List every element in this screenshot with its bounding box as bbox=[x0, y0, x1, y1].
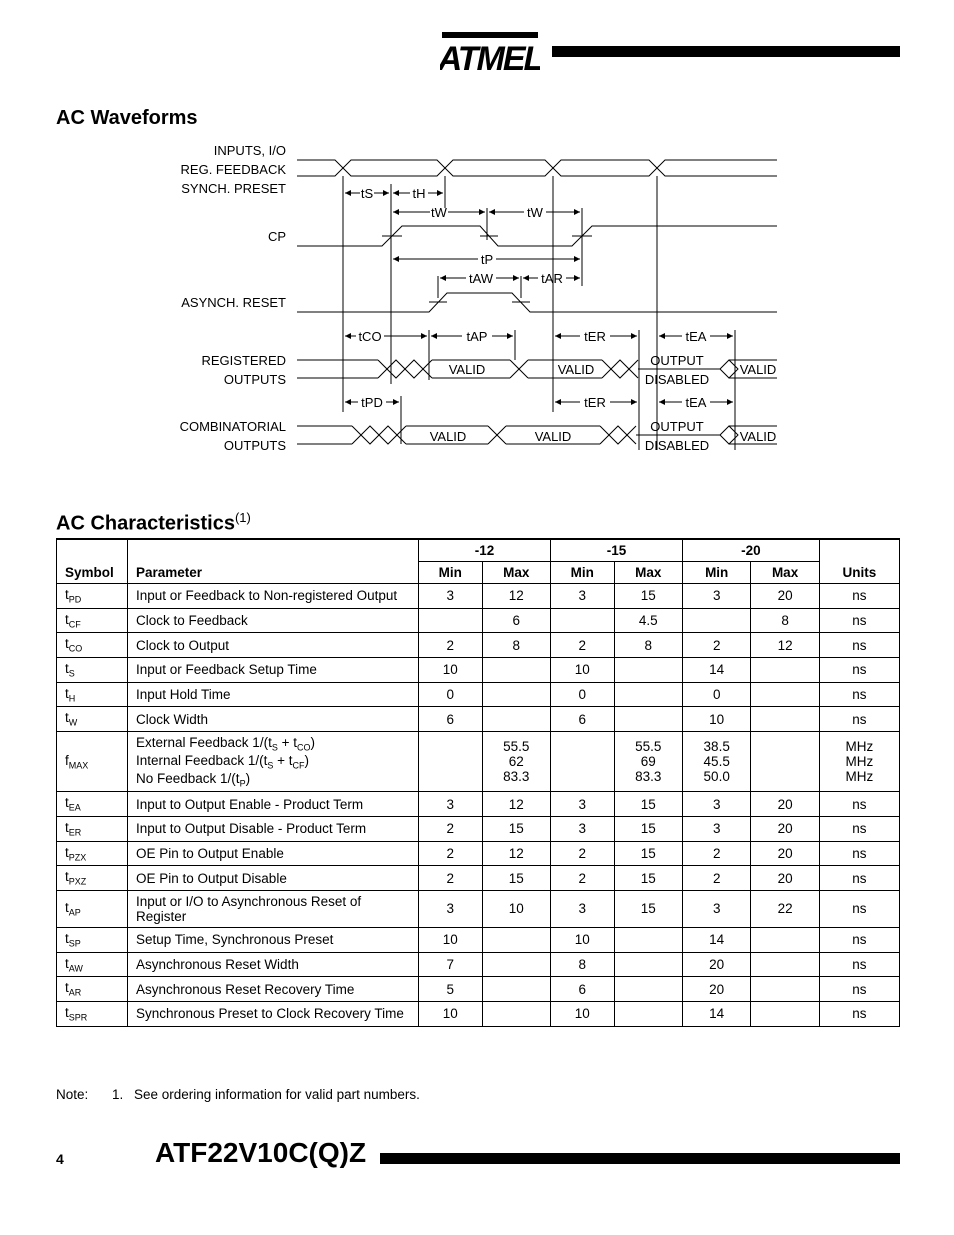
cell-value bbox=[614, 682, 682, 707]
header-min: Min bbox=[683, 562, 751, 584]
atmel-logo bbox=[440, 28, 540, 76]
cell-value: 3 bbox=[551, 890, 615, 927]
cell-value: 20 bbox=[751, 792, 819, 817]
cell-parameter: Input or Feedback Setup Time bbox=[128, 658, 419, 683]
cell-value: 10 bbox=[482, 890, 550, 927]
timing-tap: tAP bbox=[466, 329, 488, 344]
cell-value: 55.5 69 83.3 bbox=[614, 732, 682, 792]
cell-value: 8 bbox=[614, 633, 682, 658]
timing-tar: tAR bbox=[541, 271, 563, 286]
document-title: ATF22V10C(Q)Z bbox=[155, 1137, 367, 1168]
reg-valid-3: VALID bbox=[739, 362, 777, 377]
header-max: Max bbox=[751, 562, 819, 584]
cell-units: ns bbox=[819, 633, 899, 658]
group-20: -20 bbox=[683, 539, 820, 562]
cell-value: 20 bbox=[751, 841, 819, 866]
label-registered: REGISTERED bbox=[201, 353, 286, 368]
cell-units: ns bbox=[819, 866, 899, 891]
label-combinatorial: COMBINATORIAL bbox=[179, 419, 286, 434]
cell-symbol: $t_{AP}$ bbox=[57, 890, 128, 927]
cell-symbol: $f_{MAX}$ bbox=[57, 732, 128, 792]
ac-characteristics-table bbox=[56, 538, 900, 1027]
cell-parameter: Setup Time, Synchronous Preset bbox=[128, 927, 419, 952]
cell-symbol: $t_{SPR}$ bbox=[57, 1002, 128, 1027]
cell-units: ns bbox=[819, 707, 899, 732]
cell-units: ns bbox=[819, 927, 899, 952]
cell-value: 10 bbox=[551, 1002, 615, 1027]
cell-value bbox=[751, 977, 819, 1002]
cell-value: 15 bbox=[614, 890, 682, 927]
table-row bbox=[57, 658, 900, 683]
timing-ts: tS bbox=[360, 186, 374, 201]
cell-symbol: $t_{EA}$ bbox=[57, 792, 128, 817]
cell-value: 3 bbox=[551, 792, 615, 817]
cell-value: 10 bbox=[683, 707, 751, 732]
cell-value: 14 bbox=[683, 1002, 751, 1027]
characteristics-note-ref: (1) bbox=[234, 510, 251, 525]
reg-valid-2: VALID bbox=[557, 362, 595, 377]
label-synch-preset: SYNCH. PRESET bbox=[181, 181, 286, 196]
table-row bbox=[57, 927, 900, 952]
header-parameter: Parameter bbox=[128, 562, 419, 584]
cell-symbol: $t_{ER}$ bbox=[57, 816, 128, 841]
label-reg-outputs: OUTPUTS bbox=[223, 372, 286, 387]
cell-value: 3 bbox=[419, 584, 483, 609]
cell-value bbox=[614, 927, 682, 952]
timing-tw-2: tW bbox=[527, 205, 543, 220]
cell-value: 15 bbox=[614, 816, 682, 841]
comb-valid-3: VALID bbox=[739, 429, 777, 444]
cell-value: 3 bbox=[683, 890, 751, 927]
cell-value bbox=[419, 732, 483, 792]
cell-parameter: Clock to Feedback bbox=[128, 608, 419, 633]
cell-symbol: $t_{CO}$ bbox=[57, 633, 128, 658]
cell-symbol: $t_{PD}$ bbox=[57, 584, 128, 609]
cell-units: ns bbox=[819, 1002, 899, 1027]
table-header-row bbox=[57, 562, 900, 584]
cell-value: 5 bbox=[419, 977, 483, 1002]
table-note: Note: 1. See ordering information for valid part numbers. bbox=[56, 1087, 420, 1102]
cell-units: ns bbox=[819, 584, 899, 609]
cell-value: 8 bbox=[482, 633, 550, 658]
label-async-reset: ASYNCH. RESET bbox=[181, 295, 286, 310]
cell-value: 20 bbox=[683, 977, 751, 1002]
timing-ter-1: tER bbox=[584, 329, 606, 344]
comb-valid-2: VALID bbox=[534, 429, 572, 444]
cell-value: 20 bbox=[751, 866, 819, 891]
cell-value: 2 bbox=[551, 841, 615, 866]
label-inputs: INPUTS, I/O bbox=[213, 143, 286, 158]
cell-value: 2 bbox=[419, 841, 483, 866]
cell-value: 15 bbox=[614, 866, 682, 891]
cell-value bbox=[683, 608, 751, 633]
cell-value: 10 bbox=[419, 927, 483, 952]
cell-value bbox=[751, 658, 819, 683]
table-row bbox=[57, 1002, 900, 1027]
characteristics-title: AC Characteristics$^{(1)}$ bbox=[56, 510, 251, 535]
cell-value bbox=[614, 707, 682, 732]
cell-value bbox=[482, 927, 550, 952]
cell-value bbox=[614, 977, 682, 1002]
table-group-header-row bbox=[57, 539, 900, 562]
cell-parameter: Asynchronous Reset Width bbox=[128, 952, 419, 977]
cell-value: 0 bbox=[419, 682, 483, 707]
reg-output-disabled-1: OUTPUT bbox=[650, 353, 704, 368]
waveforms-title: AC Waveforms bbox=[56, 107, 198, 129]
cell-value: 10 bbox=[419, 1002, 483, 1027]
cell-value: 38.5 45.5 50.0 bbox=[683, 732, 751, 792]
cell-value: 12 bbox=[751, 633, 819, 658]
cell-symbol: $t_{PXZ}$ bbox=[57, 866, 128, 891]
cell-symbol: $t_{PZX}$ bbox=[57, 841, 128, 866]
cell-value: 6 bbox=[551, 707, 615, 732]
table-row bbox=[57, 866, 900, 891]
cell-value bbox=[614, 658, 682, 683]
comb-output-disabled-1: OUTPUT bbox=[650, 419, 704, 434]
label-reg-feedback: REG. FEEDBACK bbox=[180, 162, 286, 177]
cell-value: 2 bbox=[419, 866, 483, 891]
header-min: Min bbox=[551, 562, 615, 584]
timing-tw-1: tW bbox=[431, 205, 447, 220]
cell-value bbox=[482, 977, 550, 1002]
cell-parameter: OE Pin to Output Enable bbox=[128, 841, 419, 866]
cell-value: 15 bbox=[614, 841, 682, 866]
cell-value: 0 bbox=[683, 682, 751, 707]
cell-units: ns bbox=[819, 608, 899, 633]
table-row bbox=[57, 584, 900, 609]
cell-value bbox=[751, 732, 819, 792]
table-row bbox=[57, 633, 900, 658]
cell-parameter: Synchronous Preset to Clock Recovery Time bbox=[128, 1002, 419, 1027]
cell-value bbox=[482, 682, 550, 707]
cell-value: 20 bbox=[751, 584, 819, 609]
header-rule bbox=[552, 46, 900, 57]
table-row bbox=[57, 952, 900, 977]
cell-parameter: External Feedback $1/(t_S + t_{CO})$ Internal Feedback $1/(t_S + t_{CF})$ No Feedback $1/(t_P)$ bbox=[128, 732, 419, 792]
cell-value bbox=[751, 707, 819, 732]
cell-parameter: Input to Output Disable - Product Term bbox=[128, 816, 419, 841]
cell-value: 14 bbox=[683, 658, 751, 683]
cell-units: ns bbox=[819, 658, 899, 683]
timing-tpd: tPD bbox=[361, 395, 383, 410]
timing-tea-1: tEA bbox=[685, 329, 707, 344]
cell-parameter: Input Hold Time bbox=[128, 682, 419, 707]
cell-value: 8 bbox=[751, 608, 819, 633]
cell-value: 15 bbox=[614, 584, 682, 609]
timing-tea-2: tEA bbox=[685, 395, 707, 410]
header-max: Max bbox=[482, 562, 550, 584]
cell-value: 20 bbox=[751, 816, 819, 841]
cell-parameter: Input to Output Enable - Product Term bbox=[128, 792, 419, 817]
cell-parameter: Clock to Output bbox=[128, 633, 419, 658]
cell-units: ns bbox=[819, 816, 899, 841]
cell-units: ns bbox=[819, 977, 899, 1002]
label-cp: CP bbox=[267, 229, 286, 244]
cell-value: 7 bbox=[419, 952, 483, 977]
cell-value: 0 bbox=[551, 682, 615, 707]
cell-parameter: OE Pin to Output Disable bbox=[128, 866, 419, 891]
cell-value: 2 bbox=[419, 816, 483, 841]
cell-value: 3 bbox=[683, 792, 751, 817]
cell-units: ns bbox=[819, 792, 899, 817]
cell-parameter: Input or Feedback to Non-registered Output bbox=[128, 584, 419, 609]
cell-value: 2 bbox=[419, 633, 483, 658]
cell-value: 15 bbox=[482, 866, 550, 891]
timing-tp: tP bbox=[480, 252, 494, 267]
timing-th: tH bbox=[412, 186, 426, 201]
cell-units: MHz MHz MHz bbox=[819, 732, 899, 792]
cell-value: 15 bbox=[482, 816, 550, 841]
cell-value bbox=[751, 682, 819, 707]
cell-units: ns bbox=[819, 682, 899, 707]
cell-value: 10 bbox=[419, 658, 483, 683]
comb-valid-1: VALID bbox=[429, 429, 467, 444]
table-row bbox=[57, 707, 900, 732]
table-row bbox=[57, 608, 900, 633]
cell-symbol: $t_S$ bbox=[57, 658, 128, 683]
cell-value: 20 bbox=[683, 952, 751, 977]
label-comb-outputs: OUTPUTS bbox=[223, 438, 286, 453]
cell-value: 3 bbox=[683, 584, 751, 609]
reg-output-disabled-2: DISABLED bbox=[644, 372, 710, 387]
cell-value: 14 bbox=[683, 927, 751, 952]
logo-text: ATMEL bbox=[440, 40, 540, 76]
cell-value bbox=[751, 1002, 819, 1027]
cell-value bbox=[482, 658, 550, 683]
header-units: Units bbox=[819, 562, 899, 584]
cell-value: 22 bbox=[751, 890, 819, 927]
cell-value bbox=[614, 1002, 682, 1027]
cell-value: 2 bbox=[683, 866, 751, 891]
cell-value: 12 bbox=[482, 792, 550, 817]
cell-units: ns bbox=[819, 890, 899, 927]
cell-value bbox=[482, 952, 550, 977]
cell-value bbox=[419, 608, 483, 633]
cell-value: 4.5 bbox=[614, 608, 682, 633]
group-15: -15 bbox=[551, 539, 683, 562]
cell-symbol: $t_{SP}$ bbox=[57, 927, 128, 952]
cell-symbol: $t_{CF}$ bbox=[57, 608, 128, 633]
cell-value: 10 bbox=[551, 658, 615, 683]
cell-value: 3 bbox=[419, 792, 483, 817]
cell-parameter: Clock Width bbox=[128, 707, 419, 732]
table-row bbox=[57, 841, 900, 866]
cell-value: 6 bbox=[482, 608, 550, 633]
group-12: -12 bbox=[419, 539, 551, 562]
cell-value bbox=[551, 732, 615, 792]
cell-units: ns bbox=[819, 952, 899, 977]
cell-symbol: $t_W$ bbox=[57, 707, 128, 732]
cell-value: 3 bbox=[551, 816, 615, 841]
table-row bbox=[57, 816, 900, 841]
cell-value: 2 bbox=[551, 633, 615, 658]
table-row bbox=[57, 890, 900, 927]
ac-waveform-diagram bbox=[0, 135, 954, 465]
header-max: Max bbox=[614, 562, 682, 584]
cell-value: 6 bbox=[551, 977, 615, 1002]
header-min: Min bbox=[419, 562, 483, 584]
cell-value: 2 bbox=[683, 841, 751, 866]
cell-value: 10 bbox=[551, 927, 615, 952]
cell-value bbox=[751, 927, 819, 952]
table-row bbox=[57, 732, 900, 792]
table-row bbox=[57, 977, 900, 1002]
timing-tco: tCO bbox=[358, 329, 382, 344]
cell-value: 3 bbox=[683, 816, 751, 841]
cell-parameter: Asynchronous Reset Recovery Time bbox=[128, 977, 419, 1002]
comb-output-disabled-2: DISABLED bbox=[644, 438, 710, 453]
cell-value: 2 bbox=[683, 633, 751, 658]
cell-units: ns bbox=[819, 841, 899, 866]
cell-symbol: $t_{AR}$ bbox=[57, 977, 128, 1002]
cell-value: 8 bbox=[551, 952, 615, 977]
cell-value bbox=[751, 952, 819, 977]
cell-value bbox=[614, 952, 682, 977]
cell-value: 15 bbox=[614, 792, 682, 817]
cell-parameter: Input or I/O to Asynchronous Reset of Register bbox=[128, 890, 419, 927]
cell-value: 12 bbox=[482, 584, 550, 609]
timing-taw: tAW bbox=[468, 271, 494, 286]
page-number: 4 bbox=[56, 1151, 64, 1167]
cell-value: 12 bbox=[482, 841, 550, 866]
table-row bbox=[57, 682, 900, 707]
cell-value bbox=[551, 608, 615, 633]
reg-valid-1: VALID bbox=[448, 362, 486, 377]
cell-value: 3 bbox=[551, 584, 615, 609]
cell-value: 6 bbox=[419, 707, 483, 732]
footer-rule bbox=[380, 1153, 900, 1164]
timing-ter-2: tER bbox=[584, 395, 606, 410]
cell-value bbox=[482, 1002, 550, 1027]
header-symbol: Symbol bbox=[57, 562, 128, 584]
table-row bbox=[57, 792, 900, 817]
cell-value: 3 bbox=[419, 890, 483, 927]
cell-symbol: $t_{AW}$ bbox=[57, 952, 128, 977]
cell-value: 2 bbox=[551, 866, 615, 891]
cell-value bbox=[482, 707, 550, 732]
cell-value: 55.5 62 83.3 bbox=[482, 732, 550, 792]
cell-symbol: $t_H$ bbox=[57, 682, 128, 707]
